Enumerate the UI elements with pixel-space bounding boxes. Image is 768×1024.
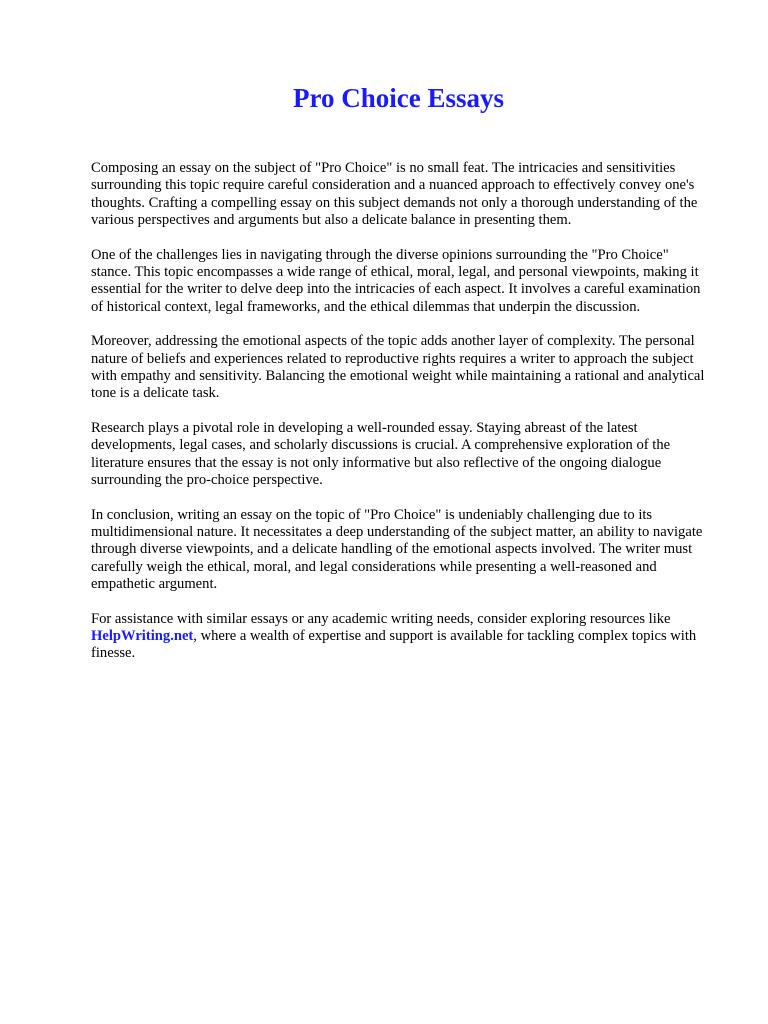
closing-text-before-link: For assistance with similar essays or any academic writing needs, consider exploring resources like (91, 610, 671, 627)
paragraph-5: In conclusion, writing an essay on the topic of "Pro Choice" is undeniably challenging due to its multidimensional nature. It necessitates a deep understanding of the subject matter, an ability to navigate through diverse viewpoints, and a delicate handling of the emotional aspects involved. The writer must carefully weigh the ethical, moral, and legal considerations while presenting a well-reasoned and empathetic argument. (91, 506, 703, 592)
paragraph-3: Moreover, addressing the emotional aspects of the topic adds another layer of complexity. The personal nature of beliefs and experiences related to reproductive rights requires a writer to approach the subject with empathy and sensitivity. Balancing the emotional weight while maintaining a rational and analytical tone is a delicate task. (91, 333, 705, 402)
helpwriting-link[interactable]: HelpWriting.net (91, 628, 194, 645)
closing-paragraph (91, 611, 708, 663)
closing-text-after-link: , where a wealth of expertise and support is available for tackling complex topics with finesse. (91, 628, 697, 662)
paragraph-1: Composing an essay on the subject of "Pro Choice" is no small feat. The intricacies and sensitivities surrounding this topic require careful consideration and a nuanced approach to effectively convey one's thoughts. Crafting a compelling essay on this subject demands not only a thorough understanding of the various perspectives and arguments but also a delicate balance in presenting them. (91, 160, 698, 228)
paragraph-2: One of the challenges lies in navigating through the diverse opinions surrounding the "Pro Choice" stance. This topic encompasses a wide range of ethical, moral, legal, and personal viewpoints, making it essential for the writer to delve deep into the intricacies of each aspect. It involves a careful examination of historical context, legal frameworks, and the ethical dilemmas that underpin the discussion. (91, 246, 701, 315)
paragraph-4: Research plays a pivotal role in developing a well-rounded essay. Staying abreast of the latest developments, legal cases, and scholarly discussions is crucial. A comprehensive exploration of the literature ensures that the essay is not only informative but also reflective of the ongoing dialogue surrounding the pro-choice perspective. (91, 420, 671, 488)
document-title: Pro Choice Essays (292, 83, 504, 113)
